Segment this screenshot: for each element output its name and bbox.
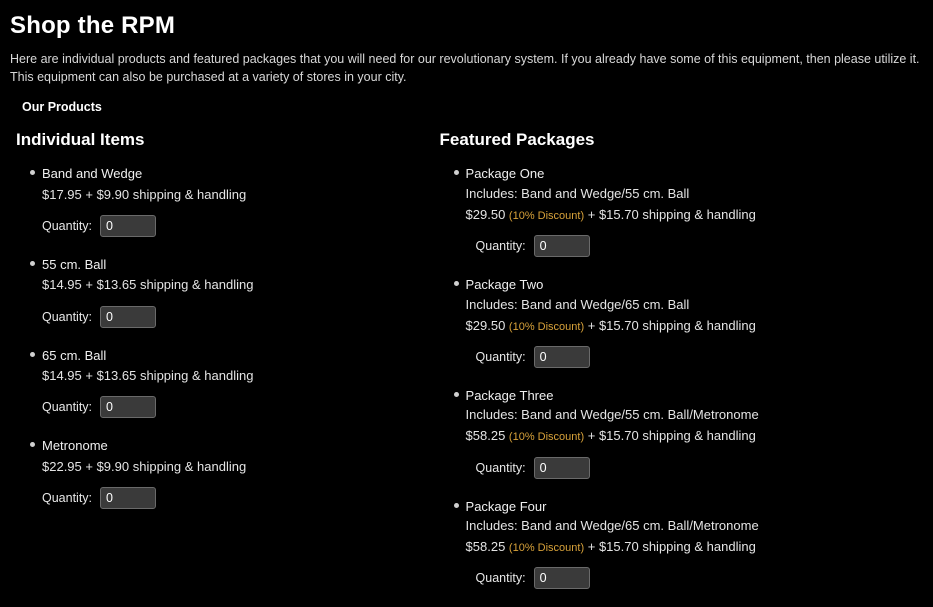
quantity-input-55cm-ball[interactable] — [100, 306, 156, 328]
quantity-row — [476, 567, 923, 589]
item-includes: Includes: Band and Wedge/65 cm. Ball/Metronome — [465, 518, 759, 534]
page-intro: Here are individual products and featured packages that you will need for our revolutionary system. If you already have some of this equipment, then please utilize it. This equipment can also be purchased at a variety of stores in your city. — [10, 52, 920, 85]
item-name: Package Two — [465, 277, 544, 293]
quantity-row — [42, 487, 434, 509]
discount-badge: (10% Discount) — [508, 209, 585, 222]
price-amount: $29.50 — [465, 317, 506, 333]
discount-badge: (10% Discount) — [508, 431, 585, 444]
item-name: Band and Wedge — [42, 166, 143, 182]
quantity-input-package-four[interactable] — [534, 567, 590, 589]
quantity-input-package-two[interactable] — [534, 346, 590, 368]
individual-items-column — [10, 130, 434, 527]
item-name: 65 cm. Ball — [42, 347, 107, 363]
list-item — [10, 164, 434, 237]
quantity-label: Quantity: — [42, 309, 93, 324]
quantity-label: Quantity: — [42, 490, 93, 505]
products-columns — [10, 130, 923, 607]
list-item — [10, 346, 434, 419]
quantity-label: Quantity: — [475, 571, 526, 586]
discount-badge: (10% Discount) — [508, 320, 585, 333]
item-includes: Includes: Band and Wedge/65 cm. Ball — [465, 296, 690, 312]
item-price — [466, 316, 923, 336]
featured-packages-column — [434, 130, 923, 607]
individual-items-title: Individual Items — [16, 130, 145, 150]
featured-packages-list — [434, 164, 923, 589]
discount-badge: (10% Discount) — [508, 542, 585, 555]
list-item — [434, 164, 923, 257]
quantity-input-package-three[interactable] — [534, 457, 590, 479]
item-name: Package Three — [465, 387, 554, 403]
item-price — [466, 426, 923, 446]
price-shipping: + $15.70 shipping & handling — [587, 428, 756, 444]
featured-packages-title: Featured Packages — [439, 130, 595, 150]
item-price: $14.95 + $13.65 shipping & handling — [42, 277, 254, 293]
quantity-label: Quantity: — [475, 239, 526, 254]
quantity-input-metronome[interactable] — [100, 487, 156, 509]
price-shipping: + $15.70 shipping & handling — [587, 317, 756, 333]
quantity-label: Quantity: — [475, 460, 526, 475]
quantity-label: Quantity: — [475, 349, 526, 364]
price-amount: $58.25 — [465, 539, 506, 555]
list-item — [10, 255, 434, 328]
quantity-row — [42, 396, 434, 418]
quantity-row — [42, 306, 434, 328]
individual-items-list — [10, 164, 434, 509]
quantity-row — [476, 235, 923, 257]
item-price: $17.95 + $9.90 shipping & handling — [42, 186, 247, 202]
our-products-label: Our Products — [22, 100, 102, 115]
item-includes: Includes: Band and Wedge/55 cm. Ball/Metronome — [465, 407, 759, 423]
item-price: $22.95 + $9.90 shipping & handling — [42, 458, 247, 474]
page-title: Shop the RPM — [10, 12, 176, 39]
item-price — [466, 537, 923, 557]
quantity-label: Quantity: — [42, 218, 93, 233]
price-amount: $58.25 — [465, 428, 506, 444]
item-price — [466, 205, 923, 225]
item-price: $14.95 + $13.65 shipping & handling — [42, 368, 254, 384]
list-item — [434, 386, 923, 479]
quantity-row — [476, 457, 923, 479]
item-includes: Includes: Band and Wedge/55 cm. Ball — [465, 185, 690, 201]
quantity-input-65cm-ball[interactable] — [100, 396, 156, 418]
quantity-label: Quantity: — [42, 400, 93, 415]
quantity-row — [476, 346, 923, 368]
list-item — [434, 275, 923, 368]
price-amount: $29.50 — [465, 206, 506, 222]
quantity-input-package-one[interactable] — [534, 235, 590, 257]
price-shipping: + $15.70 shipping & handling — [587, 539, 756, 555]
quantity-input-band-and-wedge[interactable] — [100, 215, 156, 237]
item-name: Metronome — [42, 438, 108, 454]
item-name: Package One — [465, 166, 545, 182]
quantity-row — [42, 215, 434, 237]
item-name: Package Four — [465, 498, 547, 514]
item-name: 55 cm. Ball — [42, 256, 107, 272]
price-shipping: + $15.70 shipping & handling — [587, 206, 756, 222]
list-item — [434, 497, 923, 590]
list-item — [10, 436, 434, 509]
